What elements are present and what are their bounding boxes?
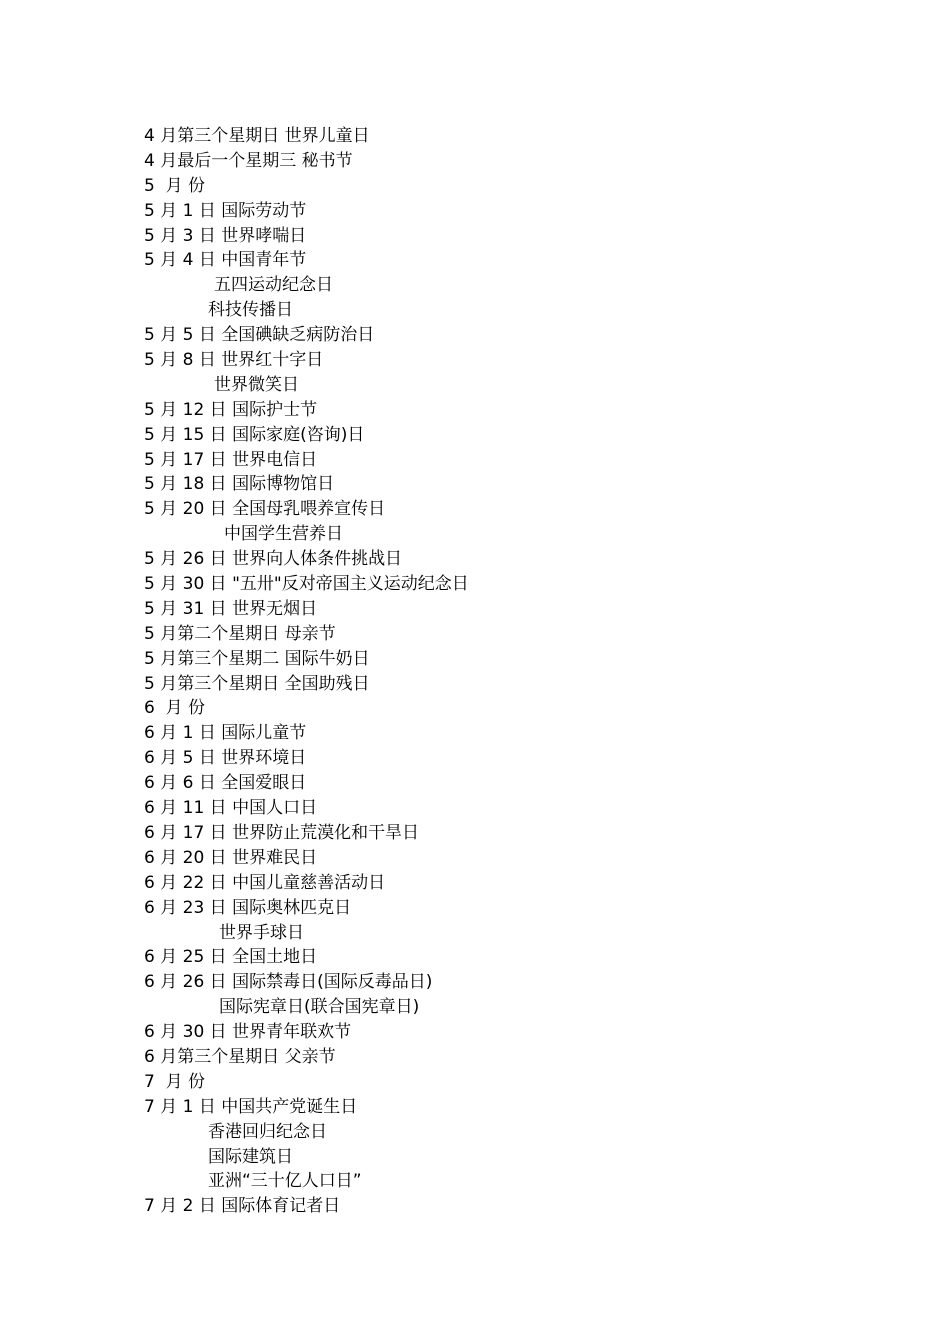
entry-line: 5 月 30 日 "五卅"反对帝国主义运动纪念日 xyxy=(144,574,469,595)
entry-line: 6 月 11 日 中国人口日 xyxy=(144,798,318,819)
entry-line: 5 月 18 日 国际博物馆日 xyxy=(144,474,335,495)
entry-line: 4 月第三个星期日 世界儿童日 xyxy=(144,126,370,146)
entry-line: 6 月 17 日 世界防止荒漠化和干旱日 xyxy=(144,822,420,843)
entry-line: 7 月 2 日 国际体育记者日 xyxy=(144,1196,341,1217)
entry-line: 6 月 22 日 中国儿童慈善活动日 xyxy=(144,872,386,893)
entry-line: 5 月 17 日 世界电信日 xyxy=(144,449,318,470)
entry-line: 5 月 20 日 全国母乳喂养宣传日 xyxy=(144,499,386,520)
entry-line: 6 月 6 日 全国爱眼日 xyxy=(144,773,307,794)
sub-entry-line: 世界手球日 xyxy=(219,922,304,943)
entry-line: 6 月 25 日 全国土地日 xyxy=(144,947,318,968)
entry-line: 5 月 份 xyxy=(144,175,206,196)
entry-line: 5 月 26 日 世界向人体条件挑战日 xyxy=(144,549,403,570)
entry-line: 5 月 15 日 国际家庭(咨询)日 xyxy=(144,424,365,445)
document-body xyxy=(144,124,904,1219)
sub-entry-line: 国际建筑日 xyxy=(208,1146,293,1167)
sub-entry-line: 科技传播日 xyxy=(208,300,293,321)
entry-line: 5 月 3 日 世界哮喘日 xyxy=(144,225,307,246)
entry-line: 5 月 12 日 国际护士节 xyxy=(144,399,318,420)
entry-line: 5 月第三个星期二 国际牛奶日 xyxy=(144,648,370,669)
entry-line: 7 月 1 日 中国共产党诞生日 xyxy=(144,1096,358,1117)
entry-line: 5 月 5 日 全国碘缺乏病防治日 xyxy=(144,325,375,346)
entry-line: 5 月 8 日 世界红十字日 xyxy=(144,350,324,371)
sub-entry-line: 国际宪章日(联合国宪章日) xyxy=(219,997,420,1018)
entry-line: 5 月第二个星期日 母亲节 xyxy=(144,623,336,644)
entry-line: 5 月第三个星期日 全国助残日 xyxy=(144,673,370,694)
entry-line: 5 月 31 日 世界无烟日 xyxy=(144,598,318,619)
entry-line: 5 月 4 日 中国青年节 xyxy=(144,250,307,271)
entry-line: 6 月 5 日 世界环境日 xyxy=(144,748,307,769)
entry-line: 4 月最后一个星期三 秘书节 xyxy=(144,150,353,171)
sub-entry-line: 香港回归纪念日 xyxy=(208,1121,327,1142)
entry-line: 6 月 1 日 国际儿童节 xyxy=(144,723,307,744)
sub-entry-line: 五四运动纪念日 xyxy=(214,275,333,296)
entry-line: 6 月 23 日 国际奥林匹克日 xyxy=(144,897,352,918)
entry-line: 5 月 1 日 国际劳动节 xyxy=(144,200,307,221)
entry-line: 6 月 26 日 国际禁毒日(国际反毒品日) xyxy=(144,972,433,993)
entry-line: 6 月 份 xyxy=(144,698,206,719)
entry-line: 6 月第三个星期日 父亲节 xyxy=(144,1046,336,1067)
sub-entry-line: 世界微笑日 xyxy=(214,374,299,395)
sub-entry-line: 中国学生营养日 xyxy=(224,524,343,545)
entry-line: 6 月 30 日 世界青年联欢节 xyxy=(144,1022,352,1043)
entry-line: 6 月 20 日 世界难民日 xyxy=(144,847,318,868)
sub-entry-line: 亚洲“三十亿人口日” xyxy=(208,1171,362,1192)
entry-line: 7 月 份 xyxy=(144,1071,206,1092)
